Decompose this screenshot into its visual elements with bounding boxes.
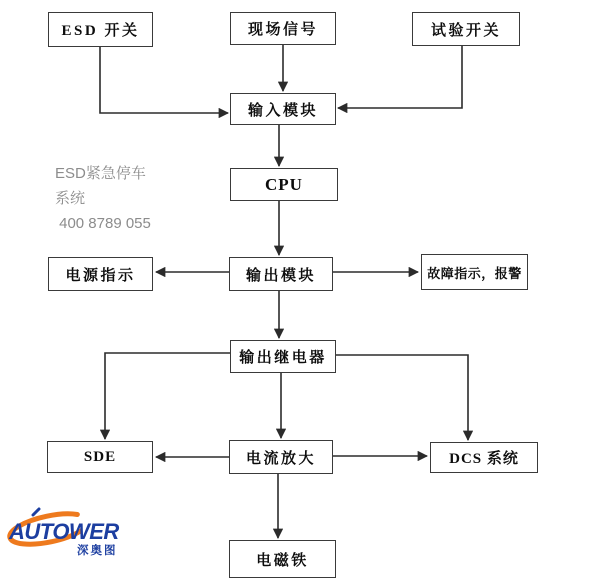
node-field-signal — [230, 12, 336, 45]
node-output-relay — [230, 340, 336, 373]
autower-logo — [7, 505, 135, 559]
node-label: DCS 系统 — [449, 451, 519, 467]
node-label: 故障指示，报警 — [427, 265, 522, 281]
logo-brand-text: AUTOWER — [9, 519, 119, 544]
edge-esd-switch-to-input-module — [100, 47, 228, 113]
node-label: 电磁铁 — [256, 552, 309, 569]
node-label: 试验开关 — [430, 22, 501, 39]
node-label: 输出继电器 — [239, 350, 327, 366]
node-fault-indicator — [421, 254, 528, 290]
node-cpu — [230, 168, 338, 201]
node-current-amplifier — [229, 440, 333, 474]
watermark-line2: 400 8789 055 — [59, 215, 151, 232]
node-output-module — [229, 257, 333, 291]
logo-subtitle-text: 深奥图 — [77, 545, 118, 557]
node-label: CPU — [265, 174, 303, 194]
node-label: SDE — [83, 448, 117, 465]
node-dcs-system — [430, 442, 538, 473]
node-electromagnet — [229, 540, 336, 578]
node-label: 输出模块 — [245, 267, 316, 284]
node-label: 电源指示 — [65, 267, 136, 284]
node-label: 输入模块 — [247, 102, 318, 119]
edge-test-switch-to-input-module — [338, 46, 462, 108]
edge-output-relay-to-dcs-system — [336, 355, 468, 440]
edge-output-relay-to-sde — [105, 353, 230, 439]
logo-u-accent-icon — [33, 509, 39, 515]
node-label: 现场信号 — [247, 22, 318, 38]
node-esd-switch — [48, 12, 153, 47]
node-input-module — [230, 93, 336, 125]
node-power-indicator — [48, 257, 153, 291]
node-sde — [47, 441, 153, 473]
node-label: ESD 开关 — [61, 23, 140, 39]
watermark — [55, 161, 155, 236]
watermark-line1: ESD紧急停车系统 — [55, 165, 146, 207]
node-label: 电流放大 — [245, 450, 316, 467]
node-test-switch — [412, 12, 520, 46]
